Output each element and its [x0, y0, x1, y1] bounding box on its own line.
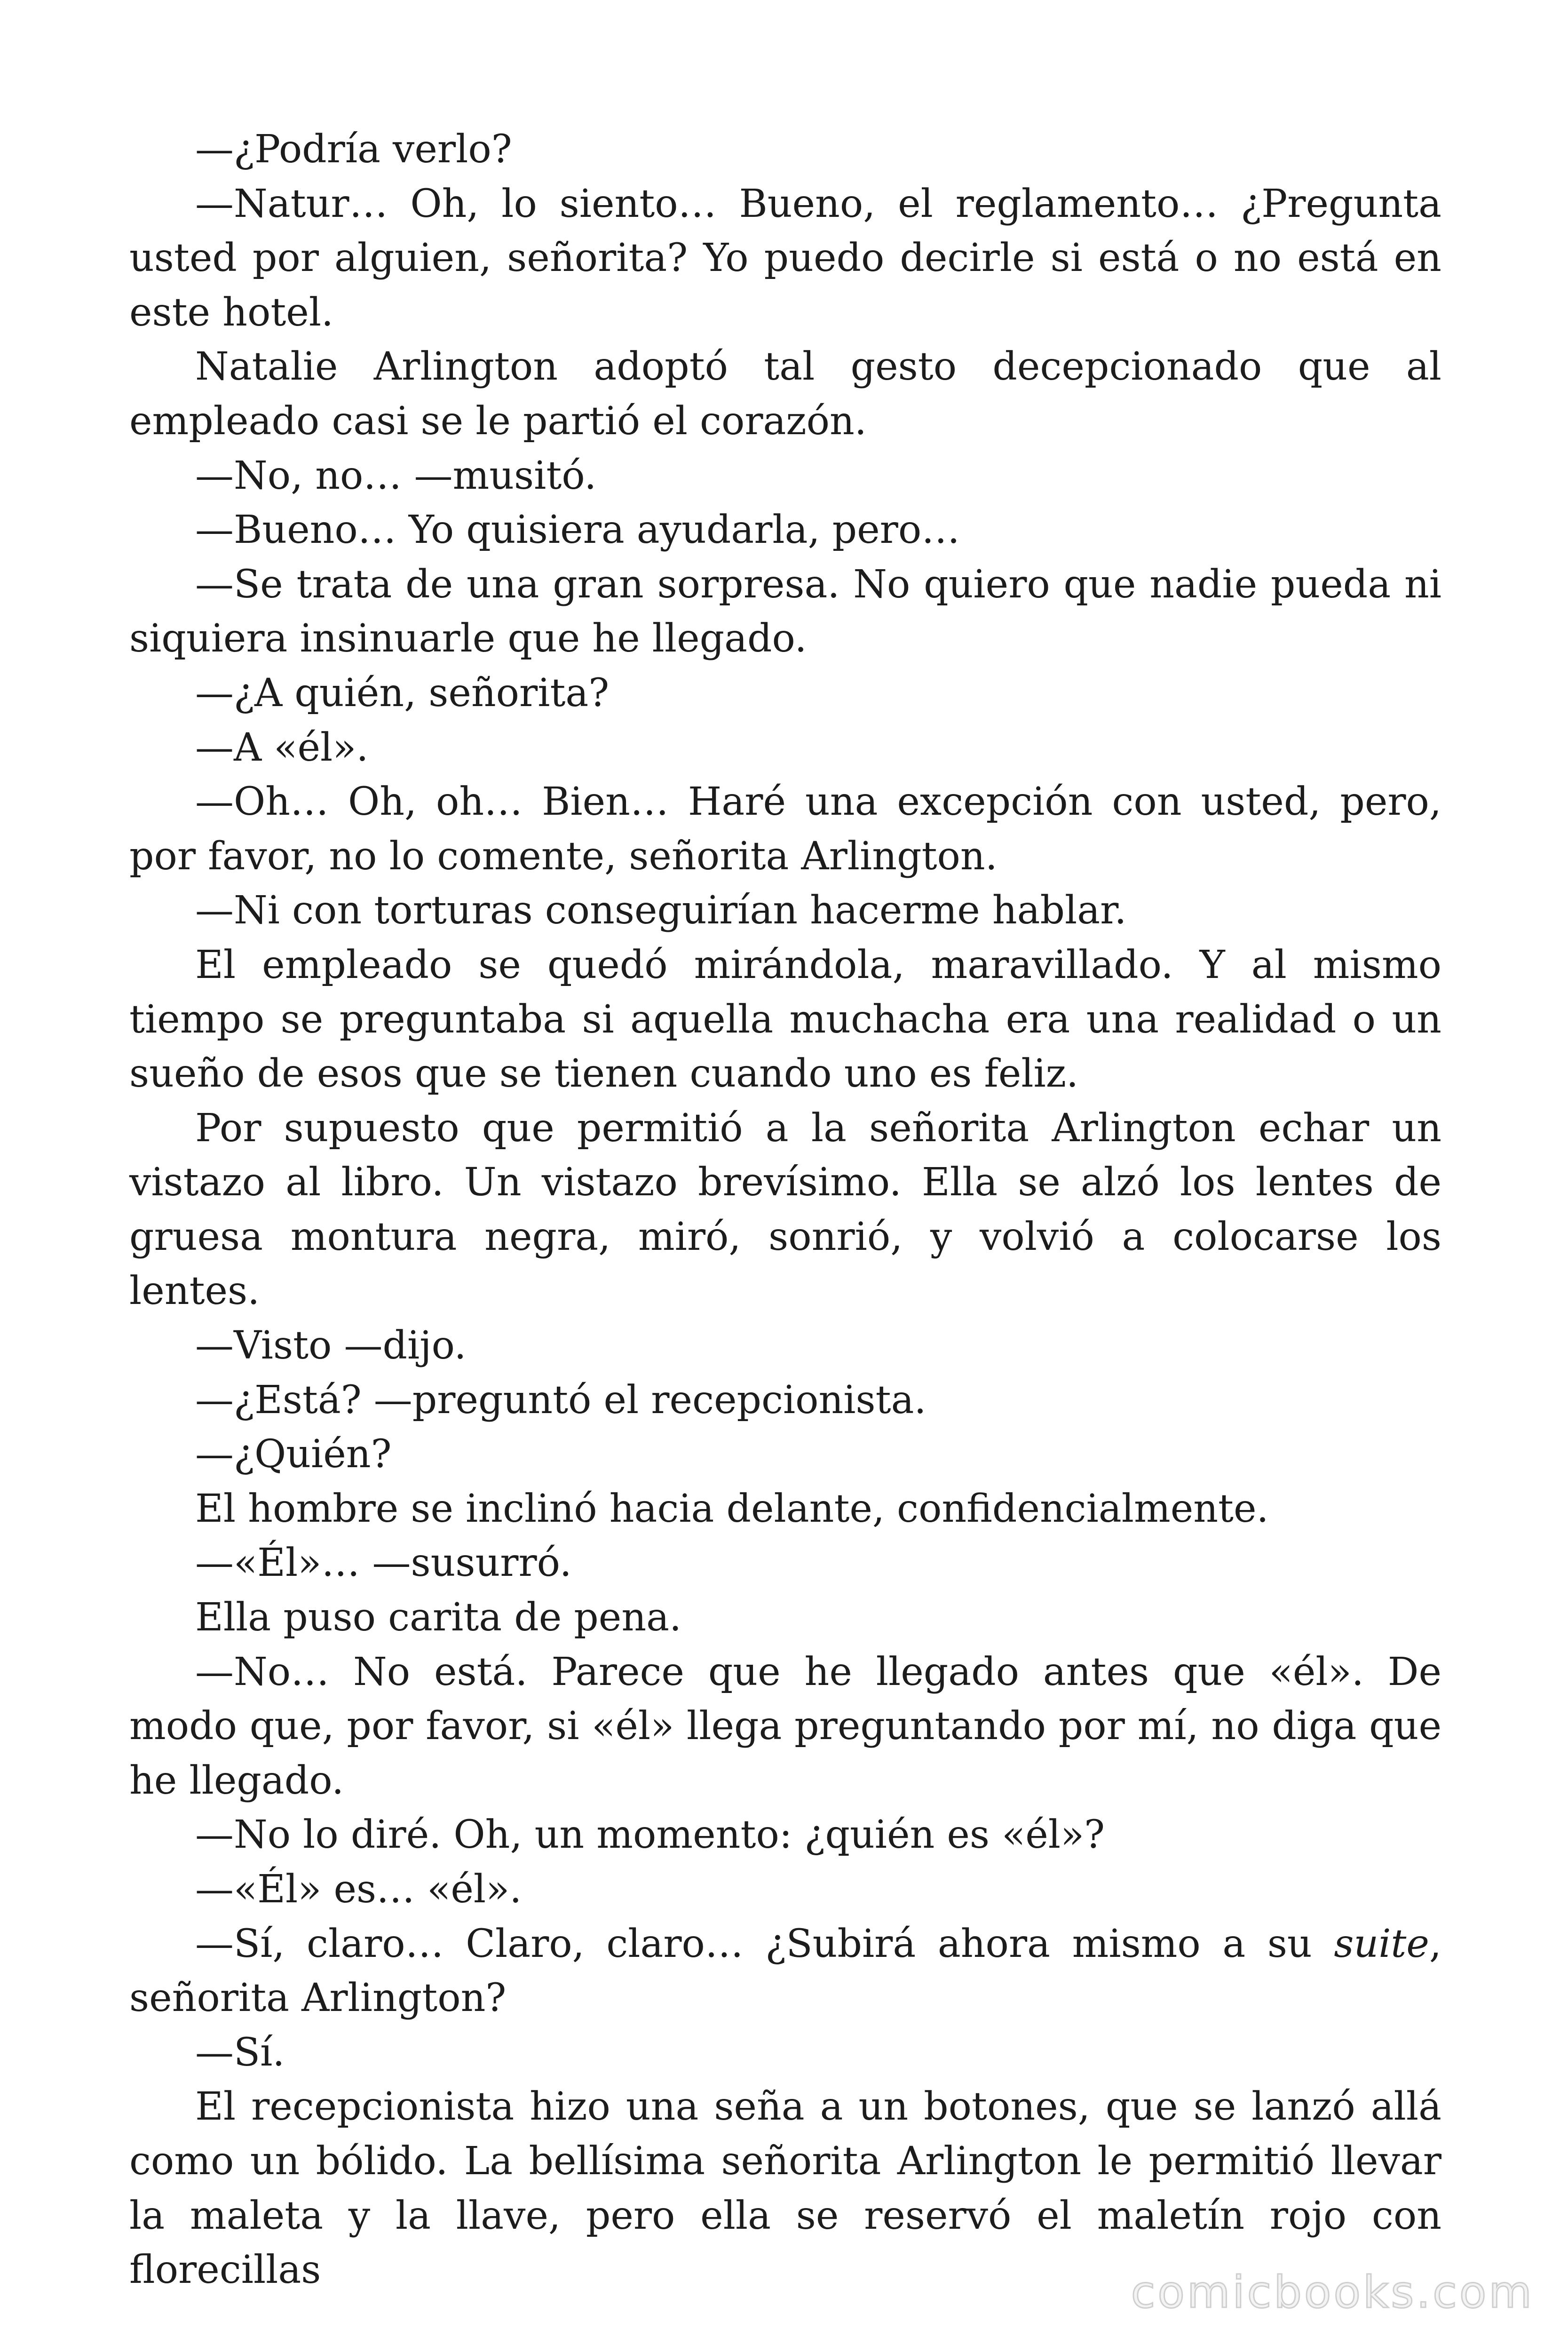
paragraph — [129, 938, 1441, 1101]
text-run: —«Él» es… «él». — [195, 1867, 522, 1912]
text-run: —¿Podría verlo? — [195, 127, 512, 172]
paragraph — [129, 1373, 1441, 1428]
text-run: —Bueno… Yo quisiera ayudarla, pero… — [195, 508, 960, 553]
text-run: —Sí, claro… Claro, claro… ¿Subirá ahora mismo a su — [195, 1921, 1334, 1966]
text-run: —«Él»… —susurró. — [195, 1541, 572, 1586]
paragraph — [129, 1427, 1441, 1482]
text-run: —Ni con torturas conseguirían hacerme hablar. — [195, 888, 1127, 933]
text-run: —Sí. — [195, 2030, 285, 2075]
paragraph — [129, 1808, 1441, 1862]
paragraph — [129, 1319, 1441, 1373]
paragraph — [129, 177, 1441, 340]
paragraph — [129, 1917, 1441, 2026]
text-run: —Visto —dijo. — [195, 1323, 467, 1368]
text-run: Por supuesto que permitió a la señorita Arlington echar un vistazo al libro. Un vistazo brevísimo. Ella se alzó los lentes de gruesa montura negra, miró, sonrió, y volvió a colocarse los lentes. — [129, 1105, 1441, 1314]
text-run: —No lo diré. Oh, un momento: ¿quién es «él»? — [195, 1812, 1105, 1858]
paragraph — [129, 721, 1441, 775]
paragraph — [129, 1536, 1441, 1590]
text-run: El hombre se inclinó hacia delante, confidencialmente. — [195, 1486, 1269, 1531]
text-run: Ella puso carita de pena. — [195, 1595, 682, 1640]
paragraph — [129, 557, 1441, 666]
text-run: —¿Quién? — [195, 1432, 392, 1477]
paragraph — [129, 1645, 1441, 1808]
text-run: —¿A quién, señorita? — [195, 670, 610, 715]
italic-text: suite — [1334, 1921, 1429, 1966]
text-run: —A «él». — [195, 725, 369, 770]
paragraph — [129, 666, 1441, 721]
paragraph — [129, 340, 1441, 448]
text-run: —¿Está? —preguntó el recepcionista. — [195, 1377, 927, 1422]
body-text — [129, 122, 1441, 2297]
text-run: , señorita Arlington? — [129, 1921, 1441, 2021]
paragraph — [129, 1862, 1441, 1917]
paragraph — [129, 775, 1441, 883]
paragraph — [129, 503, 1441, 557]
text-run: El empleado se quedó mirándola, maravillado. Y al mismo tiempo se preguntaba si aquella muchacha era una realidad o un sueño de esos que se tienen cuando uno es feliz. — [129, 942, 1441, 1097]
paragraph — [129, 1101, 1441, 1319]
paragraph — [129, 883, 1441, 938]
text-run: —Oh… Oh, oh… Bien… Haré una excepción con usted, pero, por favor, no lo comente, señorita Arlington. — [129, 779, 1441, 879]
text-run: —Se trata de una gran sorpresa. No quiero que nadie pueda ni siquiera insinuarle que he llegado. — [129, 562, 1441, 661]
text-run: —No, no… —musitó. — [195, 453, 597, 498]
paragraph — [129, 1590, 1441, 1645]
text-run: Natalie Arlington adoptó tal gesto decepcionado que al empleado casi se le partió el corazón. — [129, 344, 1441, 444]
text-run: —Natur… Oh, lo siento… Bueno, el reglamento… ¿Pregunta usted por alguien, señorita? Yo puedo decirle si está o no está en este hotel. — [129, 181, 1441, 335]
paragraph — [129, 2026, 1441, 2080]
text-run: —No… No está. Parece que he llegado antes que «él». De modo que, por favor, si «él» llega preguntando por mí, no diga que he llegado. — [129, 1649, 1441, 1803]
paragraph — [129, 122, 1441, 177]
text-run: El recepcionista hizo una seña a un botones, que se lanzó allá como un bólido. La bellísima señorita Arlington le permitió llevar la maleta y la llave, pero ella se reservó el maletín rojo con florecillas — [129, 2084, 1441, 2293]
paragraph — [129, 1482, 1441, 1536]
watermark: comicbooks.com — [1131, 2267, 1534, 2318]
paragraph — [129, 449, 1441, 503]
paragraph — [129, 2080, 1441, 2297]
